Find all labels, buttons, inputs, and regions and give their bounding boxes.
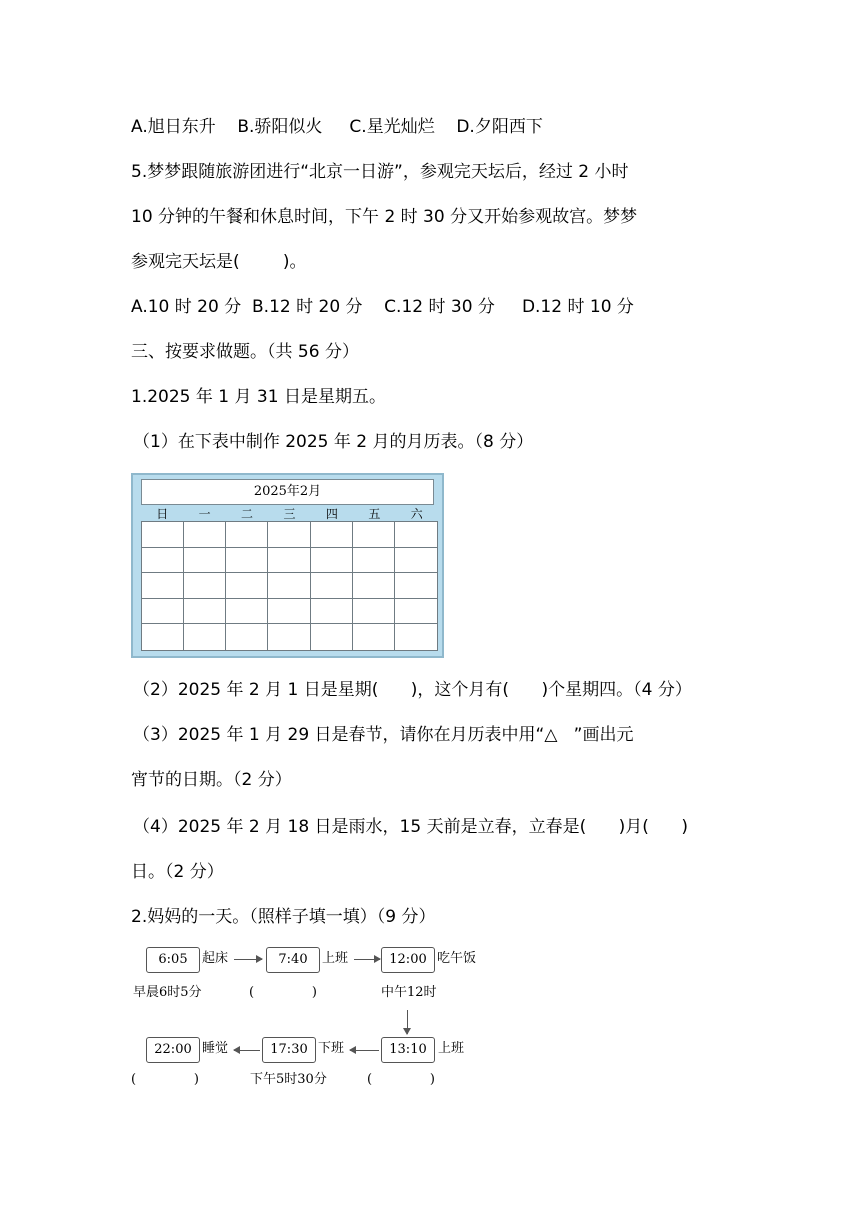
- calendar-cell[interactable]: [395, 624, 437, 650]
- caption-wake: 早晨6时5分: [133, 985, 202, 1000]
- calendar-cell[interactable]: [353, 548, 395, 574]
- calendar: [131, 473, 444, 658]
- caption-work-start[interactable]: ( ): [249, 985, 317, 1000]
- line-subquestion-3-b: 宵节的日期。（2 分）: [131, 770, 292, 790]
- weekday-thu: 四: [325, 507, 338, 521]
- caption-lunch: 中午12时: [381, 985, 437, 1000]
- line-question-5-b: 10 分钟的午餐和休息时间，下午 2 时 30 分又开始参观故宫。梦梦: [131, 207, 638, 227]
- weekday-fri: 五: [368, 507, 381, 521]
- calendar-cell[interactable]: [226, 624, 268, 650]
- calendar-cell[interactable]: [395, 522, 437, 548]
- calendar-cell[interactable]: [311, 624, 353, 650]
- line-subquestion-4-b: 日。（2 分）: [131, 862, 224, 882]
- calendar-weekday-row: [141, 507, 438, 521]
- arrow-down-icon: [407, 1010, 408, 1034]
- calendar-cell[interactable]: [395, 548, 437, 574]
- calendar-cell[interactable]: [184, 599, 226, 625]
- weekday-sun: 日: [156, 507, 169, 521]
- line-options-q4: A.旭日东升 B.骄阳似火 C.星光灿烂 D.夕阳西下: [131, 117, 543, 137]
- calendar-cell[interactable]: [226, 599, 268, 625]
- calendar-cell[interactable]: [353, 522, 395, 548]
- line-subquestion-4-a: （4）2025 年 2 月 18 日是雨水，15 天前是立春，立春是( )月( ): [133, 817, 688, 837]
- event-label-wake: 起床: [202, 951, 229, 966]
- time-box-afternoon-work: 13:10: [381, 1037, 435, 1063]
- caption-afternoon-work[interactable]: ( ): [367, 1072, 435, 1087]
- calendar-cell[interactable]: [184, 624, 226, 650]
- calendar-cell[interactable]: [142, 624, 184, 650]
- arrow-right-icon: [354, 959, 380, 960]
- line-question-5-a: 5.梦梦跟随旅游团进行“北京一日游”，参观完天坛后，经过 2 小时: [131, 162, 629, 182]
- weekday-sat: 六: [410, 507, 423, 521]
- line-question-1: 1.2025 年 1 月 31 日是星期五。: [131, 387, 386, 407]
- caption-sleep[interactable]: ( ): [131, 1072, 199, 1087]
- calendar-cell[interactable]: [268, 624, 310, 650]
- calendar-cell[interactable]: [268, 573, 310, 599]
- calendar-title: 2025年2月: [141, 479, 434, 505]
- time-box-work-start: 7:40: [266, 947, 320, 973]
- calendar-cell[interactable]: [142, 548, 184, 574]
- event-label-lunch: 吃午饭: [437, 951, 477, 966]
- calendar-cell[interactable]: [142, 599, 184, 625]
- calendar-cell[interactable]: [184, 522, 226, 548]
- calendar-cell[interactable]: [353, 624, 395, 650]
- time-box-wake: 6:05: [146, 947, 200, 973]
- time-box-sleep: 22:00: [146, 1037, 200, 1063]
- weekday-wed: 三: [283, 507, 296, 521]
- line-subquestion-3-a: （3）2025 年 1 月 29 日是春节，请你在月历表中用“△ ”画出元: [133, 725, 634, 745]
- line-options-q5: A.10 时 20 分 B.12 时 20 分 C.12 时 30 分 D.12 时 10 分: [131, 297, 634, 317]
- weekday-mon: 一: [198, 507, 211, 521]
- event-label-afternoon-work: 上班: [438, 1041, 465, 1056]
- calendar-cell[interactable]: [395, 599, 437, 625]
- calendar-cell[interactable]: [142, 522, 184, 548]
- arrow-left-icon: [350, 1050, 379, 1051]
- calendar-cell[interactable]: [184, 573, 226, 599]
- event-label-work-end: 下班: [318, 1041, 345, 1056]
- line-question-5-c: 参观完天坛是( )。: [131, 252, 307, 272]
- caption-work-end: 下午5时30分: [250, 1072, 327, 1087]
- calendar-cell[interactable]: [226, 548, 268, 574]
- calendar-cell[interactable]: [311, 599, 353, 625]
- time-box-lunch: 12:00: [381, 947, 435, 973]
- calendar-cell[interactable]: [142, 573, 184, 599]
- calendar-cell[interactable]: [226, 573, 268, 599]
- calendar-cell[interactable]: [268, 599, 310, 625]
- arrow-right-icon: [234, 959, 262, 960]
- calendar-cell[interactable]: [268, 522, 310, 548]
- line-subquestion-1: （1）在下表中制作 2025 年 2 月的月历表。（8 分）: [133, 432, 534, 452]
- arrow-left-icon: [234, 1050, 260, 1051]
- calendar-cell[interactable]: [395, 573, 437, 599]
- line-subquestion-2: （2）2025 年 2 月 1 日是星期( )，这个月有( )个星期四。（4 分）: [133, 680, 692, 700]
- calendar-cell[interactable]: [353, 599, 395, 625]
- calendar-cell[interactable]: [311, 522, 353, 548]
- line-question-2: 2.妈妈的一天。（照样子填一填）（9 分）: [131, 907, 436, 927]
- section-heading: 三、按要求做题。（共 56 分）: [131, 342, 359, 362]
- event-label-sleep: 睡觉: [202, 1041, 229, 1056]
- calendar-cell[interactable]: [353, 573, 395, 599]
- calendar-cell[interactable]: [226, 522, 268, 548]
- event-label-work-start: 上班: [322, 951, 349, 966]
- time-box-work-end: 17:30: [262, 1037, 316, 1063]
- calendar-cell[interactable]: [311, 548, 353, 574]
- weekday-tue: 二: [241, 507, 254, 521]
- calendar-grid: [141, 521, 438, 651]
- calendar-cell[interactable]: [268, 548, 310, 574]
- calendar-cell[interactable]: [184, 548, 226, 574]
- calendar-cell[interactable]: [311, 573, 353, 599]
